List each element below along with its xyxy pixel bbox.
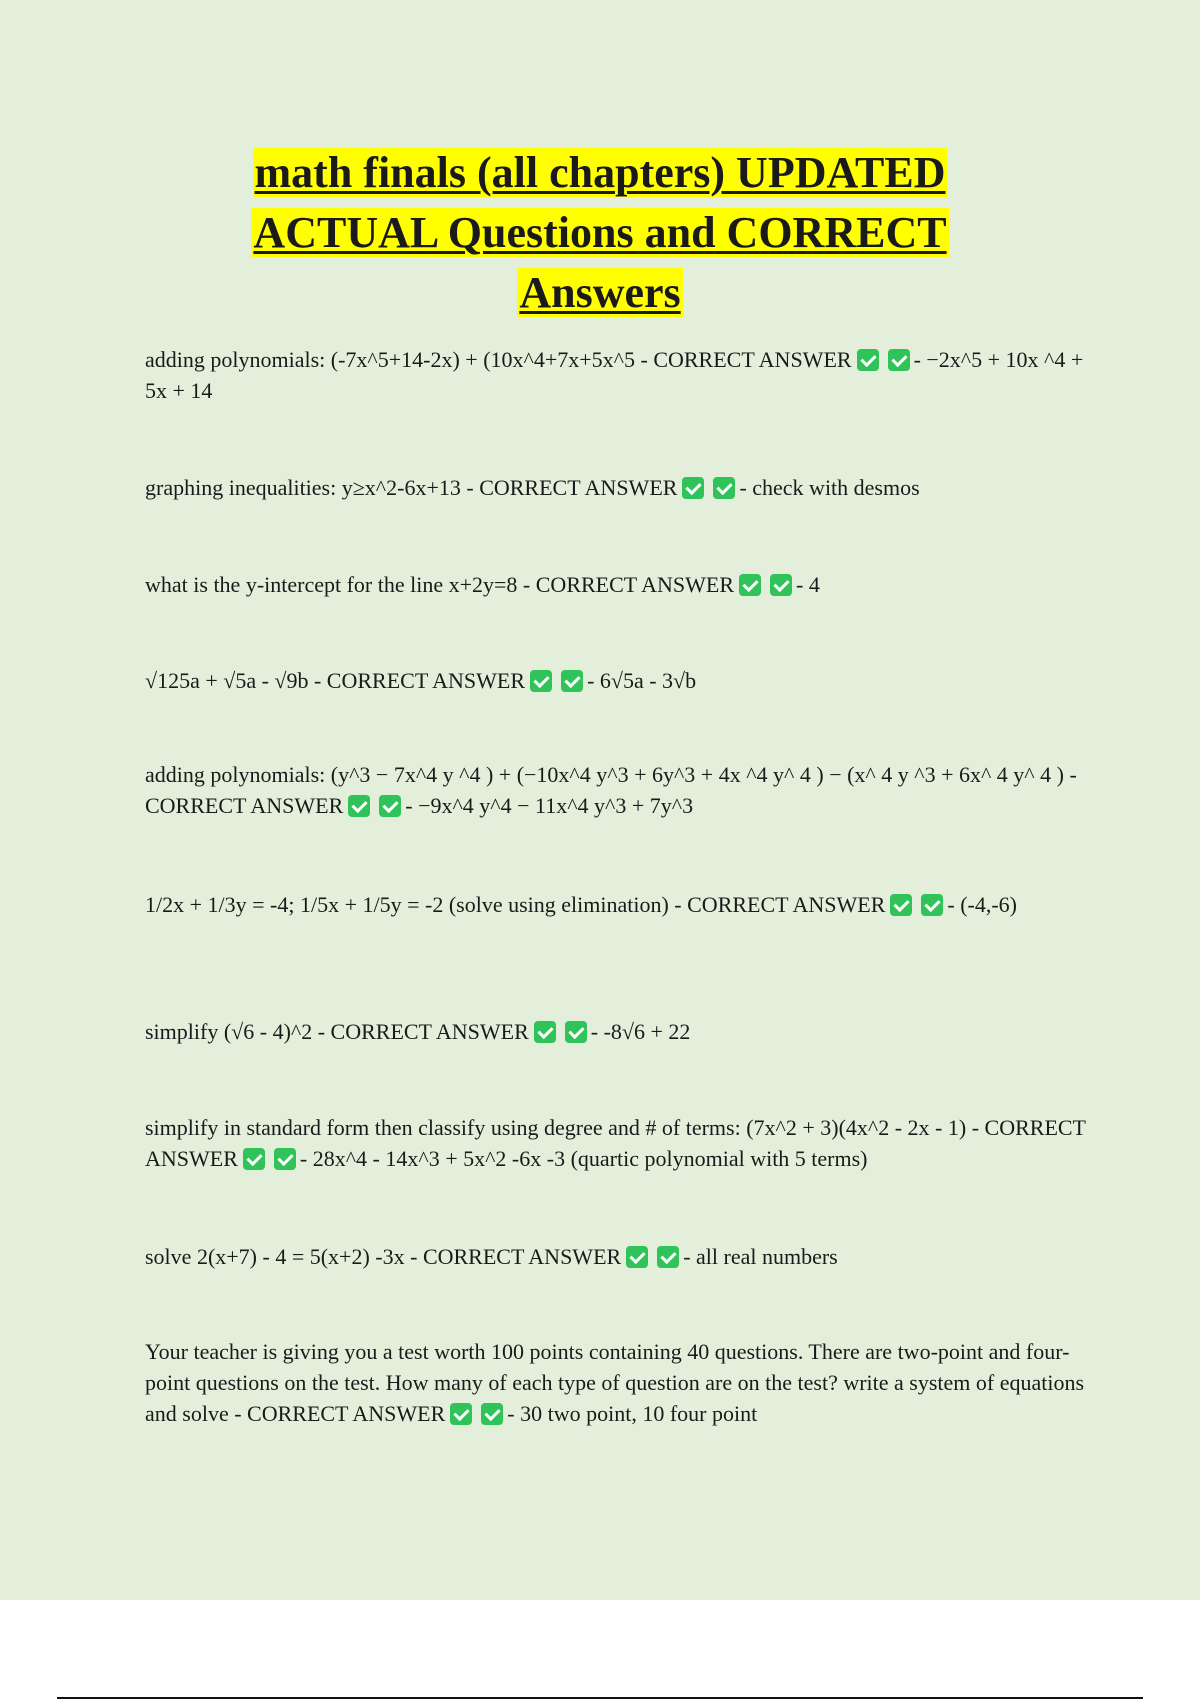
qa-item-6 [145,889,1090,920]
answer-text: - 30 two point, 10 four point [507,1401,758,1426]
checkmark-icon [274,1148,296,1170]
qa-item-3 [145,569,1090,600]
qa-item-7 [145,1016,1090,1047]
checkmark-icon [561,670,583,692]
answer-text: - 28x^4 - 14x^3 + 5x^2 -6x -3 (quartic polynomial with 5 terms) [299,1146,868,1171]
question-text: adding polynomials: (-7x^5+14-2x) + (10x^4+7x+5x^5 - CORRECT ANSWER [145,347,852,372]
answer-text: - 6√5a - 3√b [587,668,697,693]
question-text: simplify in standard form then classify using degree and # of terms: (7x^2 + 3)(4x^2 - 2x - 1) - CORRECT ANSWER [145,1115,1086,1171]
qa-item-10 [145,1336,1090,1429]
checkmark-icon [921,894,943,916]
question-text: adding polynomials: (y^3 − 7x^4 y ^4 ) + (−10x^4 y^3 + 6y^3 + 4x ^4 y^ 4 ) − (x^ 4 y ^3 + 6x^ 4 y^ 4 ) - CORRECT ANSWER [145,762,1077,818]
answer-text: - −9x^4 y^4 − 11x^4 y^3 + 7y^3 [405,793,694,818]
footer-divider [57,1697,1143,1699]
qa-item-5 [145,759,1090,821]
checkmark-icon [888,349,910,371]
checkmark-icon [530,670,552,692]
checkmark-icon [565,1021,587,1043]
qa-item-1 [145,344,1090,406]
checkmark-icon [626,1246,648,1268]
question-text: √125a + √5a - √9b - CORRECT ANSWER [145,668,526,693]
answer-text: - −2x^5 + 10x ^4 + 5x + 14 [145,347,1084,403]
checkmark-icon [348,795,370,817]
checkmark-icon [857,349,879,371]
qa-item-8 [145,1112,1090,1174]
checkmark-icon [534,1021,556,1043]
qa-item-2 [145,472,1090,503]
checkmark-icon [657,1246,679,1268]
title-line-3: Answers [519,268,681,317]
checkmark-icon [739,574,761,596]
question-text: simplify (√6 - 4)^2 - CORRECT ANSWER [145,1019,529,1044]
answer-text: - check with desmos [739,475,920,500]
checkmark-icon [770,574,792,596]
checkmark-icon [243,1148,265,1170]
qa-item-4 [145,665,1090,696]
checkmark-icon [682,477,704,499]
question-text: solve 2(x+7) - 4 = 5(x+2) -3x - CORRECT ANSWER [145,1244,622,1269]
checkmark-icon [713,477,735,499]
question-text: graphing inequalities: y≥x^2-6x+13 - CORRECT ANSWER [145,475,678,500]
checkmark-icon [890,894,912,916]
checkmark-icon [481,1403,503,1425]
title-line-1: math finals (all chapters) UPDATED [254,148,946,197]
question-text: Your teacher is giving you a test worth 100 points containing 40 questions. There are two-point and four-point questions on the test. How many of each type of question are on the test? write a system of equations and solve - CORRECT ANSWER [145,1339,1085,1426]
title-line-2: ACTUAL Questions and CORRECT [253,208,947,257]
checkmark-icon [450,1403,472,1425]
question-text: 1/2x + 1/3y = -4; 1/5x + 1/5y = -2 (solve using elimination) - CORRECT ANSWER [145,892,886,917]
checkmark-icon [379,795,401,817]
answer-text: - all real numbers [683,1244,838,1269]
answer-text: - 4 [796,572,820,597]
answer-text: - -8√6 + 22 [590,1019,691,1044]
question-text: what is the y-intercept for the line x+2y=8 - CORRECT ANSWER [145,572,734,597]
qa-item-9 [145,1241,1090,1272]
page-title [0,143,1200,323]
answer-text: - (-4,-6) [947,892,1018,917]
